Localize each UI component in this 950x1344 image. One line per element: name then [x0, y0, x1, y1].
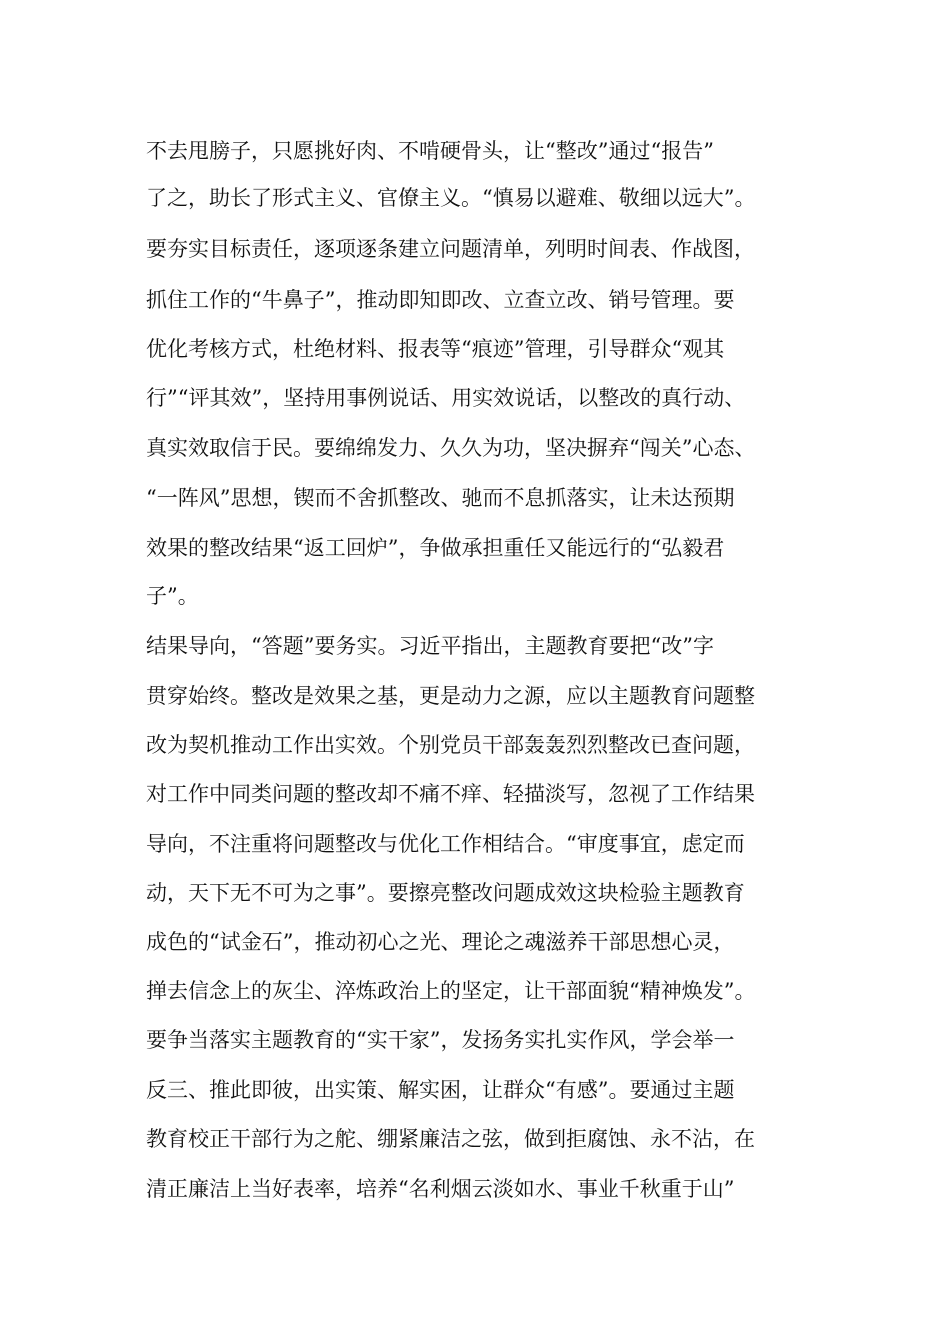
text-line: 真实效取信于民。要绵绵发力、久久为功，坚决摒弃“闯关”心态、: [146, 436, 756, 460]
text-line: 优化考核方式，杜绝材料、报表等“痕迹”管理，引导群众“观其: [146, 337, 725, 361]
text-line: 改为契机推动工作出实效。个别党员干部轰轰烈烈整改已查问题，: [146, 733, 755, 757]
text-line: 动，天下无不可为之事”。要擦亮整改问题成效这块检验主题教育: [146, 881, 745, 905]
text-line: 掸去信念上的灰尘、淬炼政治上的坚定，让干部面貌“精神焕发”。: [146, 979, 756, 1003]
text-line: 效果的整改结果“返工回炉”，争做承担重任又能远行的“弘毅君: [146, 536, 725, 560]
text-line: 导向，不注重将问题整改与优化工作相结合。“审度事宜，虑定而: [146, 832, 745, 856]
text-line: 对工作中同类问题的整改却不痛不痒、轻描淡写，忽视了工作结果: [146, 782, 755, 806]
text-line: “一阵风”思想，锲而不舍抓整改、驰而不息抓落实，让未达预期: [146, 486, 735, 510]
text-line: 行”“评其效”，坚持用事例说话、用实效说话，以整改的真行动、: [146, 386, 746, 410]
text-line: 了之，助长了形式主义、官僚主义。“慎易以避难、敬细以远大”。: [146, 186, 756, 210]
text-line: 反三、推此即彼，出实策、解实困，让群众“有感”。要通过主题: [146, 1078, 735, 1102]
text-line: 结果导向，“答题”要务实。习近平指出，主题教育要把“改”字: [146, 634, 714, 658]
text-line: 清正廉洁上当好表率，培养“名利烟云淡如水、事业千秋重于山”: [146, 1177, 735, 1201]
text-line: 要争当落实主题教育的“实干家”，发扬务实扎实作风，学会举一: [146, 1028, 735, 1052]
text-line: 贯穿始终。整改是效果之基，更是动力之源，应以主题教育问题整: [146, 684, 755, 708]
text-line: 抓住工作的“牛鼻子”，推动即知即改、立查立改、销号管理。要: [146, 288, 735, 312]
text-line: 不去甩膀子，只愿挑好肉、不啃硬骨头，让“整改”通过“报告”: [146, 139, 714, 163]
text-line: 要夯实目标责任，逐项逐条建立问题清单，列明时间表、作战图，: [146, 237, 755, 261]
text-line: 子”。: [146, 584, 199, 608]
text-line: 成色的“试金石”，推动初心之光、理论之魂滋养干部思想心灵，: [146, 930, 735, 954]
text-line: 教育校正干部行为之舵、绷紧廉洁之弦，做到拒腐蚀、永不沾，在: [146, 1127, 755, 1151]
